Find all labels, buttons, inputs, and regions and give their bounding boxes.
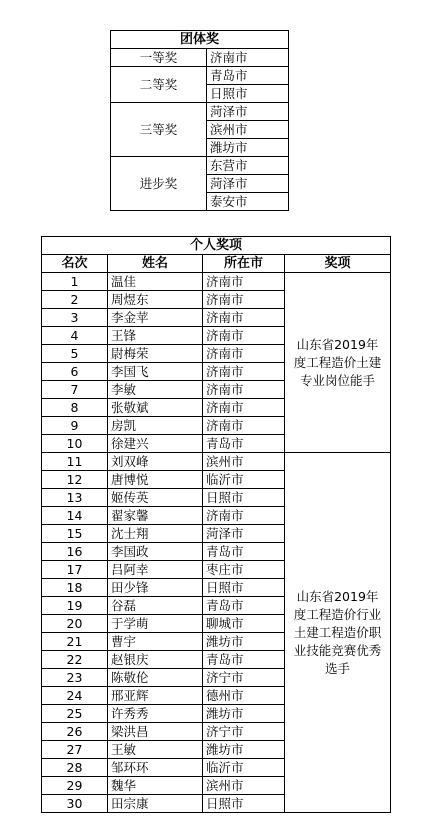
rank-cell: 28: [42, 759, 108, 777]
city-cell: 青岛市: [203, 651, 285, 669]
city-cell: 临沂市: [203, 759, 285, 777]
city-cell: 济南市: [203, 381, 285, 399]
city-cell: 济宁市: [203, 723, 285, 741]
city-cell: 济南市: [203, 345, 285, 363]
name-cell: 张敬斌: [108, 399, 203, 417]
city-cell: 日照市: [203, 579, 285, 597]
city-cell: 济宁市: [203, 669, 285, 687]
table-row: [42, 273, 391, 291]
name-cell: 李敏: [108, 381, 203, 399]
name-cell: 李国飞: [108, 363, 203, 381]
rank-cell: 6: [42, 363, 108, 381]
city-cell: 济南市: [203, 273, 285, 291]
name-cell: 田宗康: [108, 795, 203, 813]
rank-cell: 22: [42, 651, 108, 669]
rank-cell: 7: [42, 381, 108, 399]
name-cell: 唐博悦: [108, 471, 203, 489]
rank-cell: 9: [42, 417, 108, 435]
individual-award-title: 个人奖项: [42, 237, 391, 255]
city-cell: 济南市: [203, 291, 285, 309]
name-cell: 姬传英: [108, 489, 203, 507]
rank-cell: 5: [42, 345, 108, 363]
team-award-name: 一等奖: [111, 49, 207, 67]
team-city: 菏泽市: [207, 103, 289, 121]
rank-cell: 15: [42, 525, 108, 543]
team-city: 东营市: [207, 157, 289, 175]
name-cell: 田少锋: [108, 579, 203, 597]
city-cell: 滨州市: [203, 453, 285, 471]
name-cell: 于学萌: [108, 615, 203, 633]
name-cell: 房凯: [108, 417, 203, 435]
name-cell: 王敏: [108, 741, 203, 759]
rank-cell: 18: [42, 579, 108, 597]
rank-cell: 27: [42, 741, 108, 759]
table-row: [42, 453, 391, 471]
city-cell: 滨州市: [203, 777, 285, 795]
city-cell: 枣庄市: [203, 561, 285, 579]
rank-cell: 25: [42, 705, 108, 723]
name-cell: 尉梅荣: [108, 345, 203, 363]
city-cell: 济南市: [203, 327, 285, 345]
rank-cell: 2: [42, 291, 108, 309]
rank-cell: 21: [42, 633, 108, 651]
name-cell: 吕阿幸: [108, 561, 203, 579]
name-cell: 曹宇: [108, 633, 203, 651]
name-cell: 周煜东: [108, 291, 203, 309]
city-cell: 青岛市: [203, 543, 285, 561]
rank-cell: 10: [42, 435, 108, 453]
city-cell: 日照市: [203, 489, 285, 507]
city-cell: 日照市: [203, 795, 285, 813]
name-cell: 翟家馨: [108, 507, 203, 525]
team-city: 滨州市: [207, 121, 289, 139]
rank-cell: 23: [42, 669, 108, 687]
award-cell: 山东省2019年度工程造价行业土建工程造价职业技能竞赛优秀选手: [285, 453, 391, 813]
rank-cell: 13: [42, 489, 108, 507]
name-cell: 李金苹: [108, 309, 203, 327]
header-award: 奖项: [285, 255, 391, 273]
team-city: 济南市: [207, 49, 289, 67]
team-row: [111, 103, 289, 121]
rank-cell: 14: [42, 507, 108, 525]
team-city: 日照市: [207, 85, 289, 103]
name-cell: 沈士翔: [108, 525, 203, 543]
name-cell: 刘双峰: [108, 453, 203, 471]
name-cell: 邹环环: [108, 759, 203, 777]
table-header-row: [42, 255, 391, 273]
city-cell: 济南市: [203, 507, 285, 525]
name-cell: 徐建兴: [108, 435, 203, 453]
name-cell: 陈敬伦: [108, 669, 203, 687]
rank-cell: 1: [42, 273, 108, 291]
rank-cell: 26: [42, 723, 108, 741]
name-cell: 邢亚辉: [108, 687, 203, 705]
name-cell: 谷磊: [108, 597, 203, 615]
team-city: 菏泽市: [207, 175, 289, 193]
rank-cell: 3: [42, 309, 108, 327]
city-cell: 青岛市: [203, 435, 285, 453]
team-award-name: 二等奖: [111, 67, 207, 103]
team-award-title: 团体奖: [111, 31, 289, 49]
rank-cell: 19: [42, 597, 108, 615]
rank-cell: 16: [42, 543, 108, 561]
city-cell: 潍坊市: [203, 705, 285, 723]
name-cell: 许秀秀: [108, 705, 203, 723]
team-row: [111, 67, 289, 85]
city-cell: 济南市: [203, 399, 285, 417]
rank-cell: 12: [42, 471, 108, 489]
name-cell: 温佳: [108, 273, 203, 291]
team-city: 泰安市: [207, 193, 289, 211]
rank-cell: 29: [42, 777, 108, 795]
rank-cell: 20: [42, 615, 108, 633]
city-cell: 青岛市: [203, 597, 285, 615]
city-cell: 聊城市: [203, 615, 285, 633]
team-city: 潍坊市: [207, 139, 289, 157]
individual-award-table: [41, 236, 391, 813]
city-cell: 济南市: [203, 363, 285, 381]
header-city: 所在市: [203, 255, 285, 273]
rank-cell: 8: [42, 399, 108, 417]
team-award-table: [110, 30, 289, 211]
city-cell: 德州市: [203, 687, 285, 705]
award-cell: 山东省2019年度工程造价土建专业岗位能手: [285, 273, 391, 453]
rank-cell: 17: [42, 561, 108, 579]
header-rank: 名次: [42, 255, 108, 273]
name-cell: 魏华: [108, 777, 203, 795]
rank-cell: 4: [42, 327, 108, 345]
header-name: 姓名: [108, 255, 203, 273]
team-row: [111, 49, 289, 67]
city-cell: 临沂市: [203, 471, 285, 489]
rank-cell: 24: [42, 687, 108, 705]
name-cell: 李国政: [108, 543, 203, 561]
name-cell: 王锋: [108, 327, 203, 345]
team-award-name: 三等奖: [111, 103, 207, 157]
rank-cell: 11: [42, 453, 108, 471]
team-award-name: 进步奖: [111, 157, 207, 211]
city-cell: 济南市: [203, 417, 285, 435]
city-cell: 潍坊市: [203, 633, 285, 651]
city-cell: 济南市: [203, 309, 285, 327]
city-cell: 菏泽市: [203, 525, 285, 543]
name-cell: 梁洪昌: [108, 723, 203, 741]
team-city: 青岛市: [207, 67, 289, 85]
team-row: [111, 157, 289, 175]
name-cell: 赵银庆: [108, 651, 203, 669]
city-cell: 潍坊市: [203, 741, 285, 759]
rank-cell: 30: [42, 795, 108, 813]
